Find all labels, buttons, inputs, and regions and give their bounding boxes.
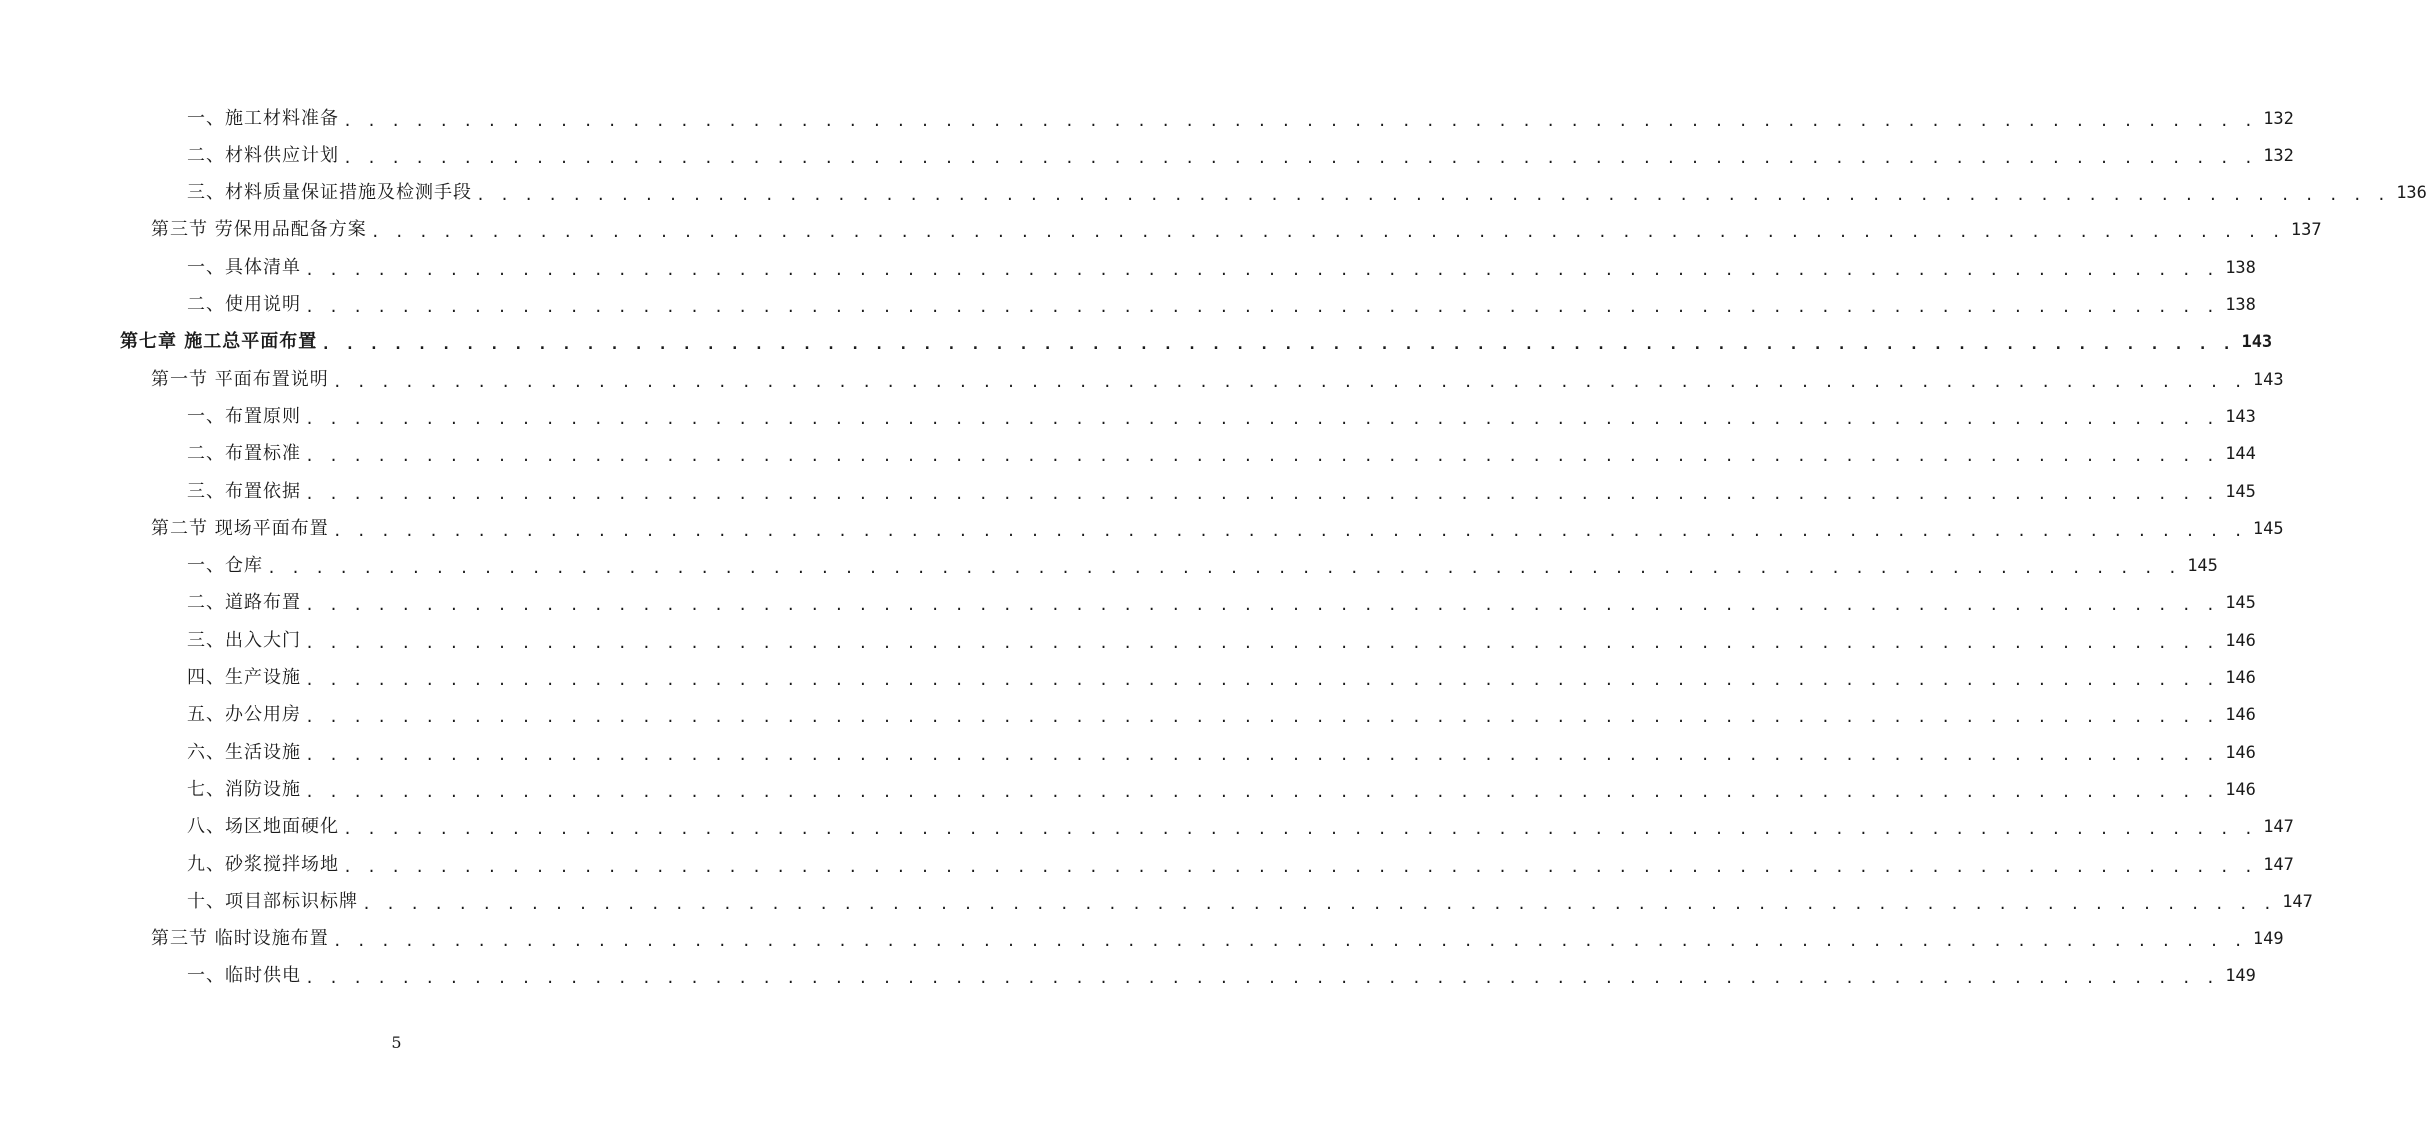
toc-entry-title: 第三节 临时设施布置 xyxy=(151,928,329,950)
toc-entry-title: 第二节 现场平面布置 xyxy=(151,517,329,539)
toc-entry-page: 137 xyxy=(2290,220,2322,241)
toc-dot-leader: . . . . . . . . . . . . . . . . . . . . . . . . . . . . . . . . . . . . . . . . . . . . . . . . . . . . . . . . . . . . . . . . . . . . . . . . . . . . . . . . xyxy=(305,484,2218,503)
toc-entry-item xyxy=(187,473,2256,510)
toc-entry-item xyxy=(187,249,2256,286)
toc-entry-item xyxy=(187,846,2294,883)
toc-entry-page: 143 xyxy=(2241,332,2273,353)
toc-dot-leader: . . . . . . . . . . . . . . . . . . . . . . . . . . . . . . . . . . . . . . . . . . . . . . . . . . . . . . . . . . . . . . . . . . . . . . . . . . . . . . . . xyxy=(343,820,2256,839)
toc-entry-page: 146 xyxy=(2225,668,2256,688)
toc-entry-page: 147 xyxy=(2282,891,2313,912)
toc-dot-leader: . . . . . . . . . . . . . . . . . . . . . . . . . . . . . . . . . . . . . . . . . . . . . . . . . . . . . . . . . . . . . . . . . . . . . . . . . . . . . . . . xyxy=(305,447,2218,466)
toc-entry-item xyxy=(187,548,2218,585)
toc-entry-title: 三、出入大门 xyxy=(187,629,301,651)
toc-entry-page: 146 xyxy=(2225,779,2256,800)
toc-entry-title: 一、临时供电 xyxy=(187,965,301,987)
toc-dot-leader: . . . . . . . . . . . . . . . . . . . . . . . . . . . . . . . . . . . . . . . . . . . . . . . . . . . . . . . . . . . . . . . . . . . . . . . . . . . . . . . . xyxy=(305,298,2218,316)
toc-dot-leader: . . . . . . . . . . . . . . . . . . . . . . . . . . . . . . . . . . . . . . . . . . . . . . . . . . . . . . . . . . . . . . . . . . . . . . . . . . . . . . . . xyxy=(343,111,2256,130)
toc-entry-title: 九、砂浆搅拌场地 xyxy=(187,853,339,875)
toc-entry-item xyxy=(187,660,2256,697)
toc-entry-item xyxy=(187,771,2256,808)
toc-entry-page: 146 xyxy=(2225,630,2256,651)
toc-entry-item xyxy=(187,175,2427,212)
toc-entry-title: 四、生产设施 xyxy=(187,667,301,688)
toc-dot-leader: . . . . . . . . . . . . . . . . . . . . . . . . . . . . . . . . . . . . . . . . . . . . . . . . . . . . . . . . . . . . . . . . . . . . . . . . . . . . . . . . xyxy=(267,559,2180,578)
toc-entry-page: 138 xyxy=(2225,257,2256,278)
toc-entry-title: 第七章 施工总平面布置 xyxy=(120,331,318,353)
toc-entry-title: 二、材料供应计划 xyxy=(187,144,339,166)
toc-entry-item xyxy=(187,137,2294,174)
toc-dot-leader: . . . . . . . . . . . . . . . . . . . . . . . . . . . . . . . . . . . . . . . . . . . . . . . . . . . . . . . . . . . . . . . . . . . . . . . . . . . . . . . . xyxy=(305,409,2218,428)
toc-entry-title: 三、布置依据 xyxy=(187,480,301,502)
toc-dot-leader: . . . . . . . . . . . . . . . . . . . . . . . . . . . . . . . . . . . . . . . . . . . . . . . . . . . . . . . . . . . . . . . . . . . . . . . . . . . . . . . . xyxy=(332,372,2246,391)
toc-dot-leader: . . . . . . . . . . . . . . . . . . . . . . . . . . . . . . . . . . . . . . . . . . . . . . . . . . . . . . . . . . . . . . . . . . . . . . . . . . . . . . . . xyxy=(343,148,2256,167)
toc-entry-page: 144 xyxy=(2225,444,2256,465)
toc-entry-item xyxy=(187,287,2256,324)
toc-dot-leader: . . . . . . . . . . . . . . . . . . . . . . . . . . . . . . . . . . . . . . . . . . . . . . . . . . . . . . . . . . . . . . . . . . . . . . . . . . . . . . . . xyxy=(305,260,2218,279)
toc-entry-page: 145 xyxy=(2187,556,2218,577)
toc-entry-title: 第三节 劳保用品配备方案 xyxy=(151,219,367,241)
toc-entry-page: 143 xyxy=(2252,369,2284,390)
toc-dot-leader: . . . . . . . . . . . . . . . . . . . . . . . . . . . . . . . . . . . . . . . . . . . . . . . . . . . . . . . . . . . . . . . . . . . . . . . . . . . . . . . . xyxy=(305,633,2218,652)
toc-dot-leader: . . . . . . . . . . . . . . . . . . . . . . . . . . . . . . . . . . . . . . . . . . . . . . . . . . . . . . . . . . . . . . . . . . . . . . . . . . . . . . . . xyxy=(332,521,2246,540)
toc-entry-item xyxy=(187,958,2256,995)
toc-entry-title: 第一节 平面布置说明 xyxy=(151,368,329,390)
toc-entry-page: 149 xyxy=(2252,929,2284,950)
toc-entry-title: 五、办公用房 xyxy=(187,704,301,726)
toc-entry-title: 一、具体清单 xyxy=(187,256,301,278)
toc-entry-item xyxy=(187,398,2256,435)
toc-entry-title: 三、材料质量保证措施及检测手段 xyxy=(187,182,472,204)
toc-dot-leader: . . . . . . . . . . . . . . . . . . . . . . . . . . . . . . . . . . . . . . . . . . . . . . . . . . . . . . . . . . . . . . . . . . . . . . . . . . . . . . . . xyxy=(343,857,2256,876)
toc-entry-title: 六、生活设施 xyxy=(187,741,301,763)
toc-entry-item xyxy=(187,734,2256,771)
toc-entry-page: 145 xyxy=(2225,481,2256,502)
toc-entry-page: 132 xyxy=(2263,108,2294,129)
toc-entry-title: 二、使用说明 xyxy=(187,294,301,315)
toc-entry-section xyxy=(151,361,2284,398)
toc-entry-item xyxy=(187,585,2256,622)
toc-entry-title: 二、道路布置 xyxy=(187,592,301,614)
toc-entry-page: 149 xyxy=(2225,966,2256,987)
toc-entry-page: 136 xyxy=(2396,183,2427,204)
toc-entry-page: 143 xyxy=(2225,406,2256,427)
toc-entry-section xyxy=(151,212,2322,249)
toc-entry-page: 145 xyxy=(2252,518,2284,539)
toc-entry-section xyxy=(151,921,2284,958)
toc-dot-leader: . . . . . . . . . . . . . . . . . . . . . . . . . . . . . . . . . . . . . . . . . . . . . . . . . . . . . . . . . . . . . . . . . . . . . . . . . . . . . . . . xyxy=(476,186,2389,205)
toc-entry-item xyxy=(187,622,2256,659)
page-number: 5 xyxy=(391,1033,402,1052)
toc-entry-item xyxy=(187,697,2256,734)
toc-dot-leader: . . . . . . . . . . . . . . . . . . . . . . . . . . . . . . . . . . . . . . . . . . . . . . . . . . . . . . . . . . . . . . . . . . . . . . . . . . . . . . . . xyxy=(305,969,2218,988)
toc-entry-title: 二、布置标准 xyxy=(187,443,301,465)
toc-entry-title: 十、项目部标识标牌 xyxy=(187,890,358,912)
toc-dot-leader: . . . . . . . . . . . . . . . . . . . . . . . . . . . . . . . . . . . . . . . . . . . . . . . . . . . . . . . . . . . . . . . . . . . . . . . . . . . . . . . . xyxy=(305,671,2218,689)
toc-entry-item xyxy=(187,883,2313,920)
toc-entry-page: 146 xyxy=(2225,705,2256,726)
toc-dot-leader: . . . . . . . . . . . . . . . . . . . . . . . . . . . . . . . . . . . . . . . . . . . . . . . . . . . . . . . . . . . . . . . . . . . . . . . . . . . . . . . . xyxy=(332,932,2246,951)
toc-entry-title: 一、布置原则 xyxy=(187,405,301,427)
toc-entry-page: 132 xyxy=(2263,145,2294,166)
toc-dot-leader: . . . . . . . . . . . . . . . . . . . . . . . . . . . . . . . . . . . . . . . . . . . . . . . . . . . . . . . . . . . . . . . . . . . . . . . . . . . . . . . . xyxy=(305,782,2218,801)
toc-dot-leader: . . . . . . . . . . . . . . . . . . . . . . . . . . . . . . . . . . . . . . . . . . . . . . . . . . . . . . . . . . . . . . . . . . . . . . . . . . . . . . . . xyxy=(362,894,2275,913)
toc-entry-title: 八、场区地面硬化 xyxy=(187,816,339,838)
toc-dot-leader: . . . . . . . . . . . . . . . . . . . . . . . . . . . . . . . . . . . . . . . . . . . . . . . . . . . . . . . . . . . . . . . . . . . . . . . . . . . . . . . . xyxy=(305,708,2218,727)
toc-dot-leader: . . . . . . . . . . . . . . . . . . . . . . . . . . . . . . . . . . . . . . . . . . . . . . . . . . . . . . . . . . . . . . . . . . . . . . . . . . . . . . . . xyxy=(370,223,2284,242)
toc-entry-chapter xyxy=(120,324,2273,361)
toc-entry-title: 七、消防设施 xyxy=(187,778,301,800)
toc-entry-item xyxy=(187,809,2294,846)
toc-entry-page: 145 xyxy=(2225,593,2256,614)
toc-dot-leader: . . . . . . . . . . . . . . . . . . . . . . . . . . . . . . . . . . . . . . . . . . . . . . . . . . . . . . . . . . . . . . . . . . . . . . . . . . . . . . . . xyxy=(321,335,2235,354)
toc-entry-title: 一、施工材料准备 xyxy=(187,107,339,129)
toc-entry-section xyxy=(151,510,2284,547)
toc-dot-leader: . . . . . . . . . . . . . . . . . . . . . . . . . . . . . . . . . . . . . . . . . . . . . . . . . . . . . . . . . . . . . . . . . . . . . . . . . . . . . . . . xyxy=(305,745,2218,764)
toc-entry-item xyxy=(187,100,2294,137)
toc-entry-page: 146 xyxy=(2225,742,2256,763)
toc-entry-page: 147 xyxy=(2263,854,2294,875)
toc-entry-title: 一、仓库 xyxy=(187,555,263,577)
toc-dot-leader: . . . . . . . . . . . . . . . . . . . . . . . . . . . . . . . . . . . . . . . . . . . . . . . . . . . . . . . . . . . . . . . . . . . . . . . . . . . . . . . . xyxy=(305,596,2218,615)
toc-entry-item xyxy=(187,436,2256,473)
toc-entry-page: 147 xyxy=(2263,817,2294,838)
toc-entry-page: 138 xyxy=(2225,295,2256,315)
